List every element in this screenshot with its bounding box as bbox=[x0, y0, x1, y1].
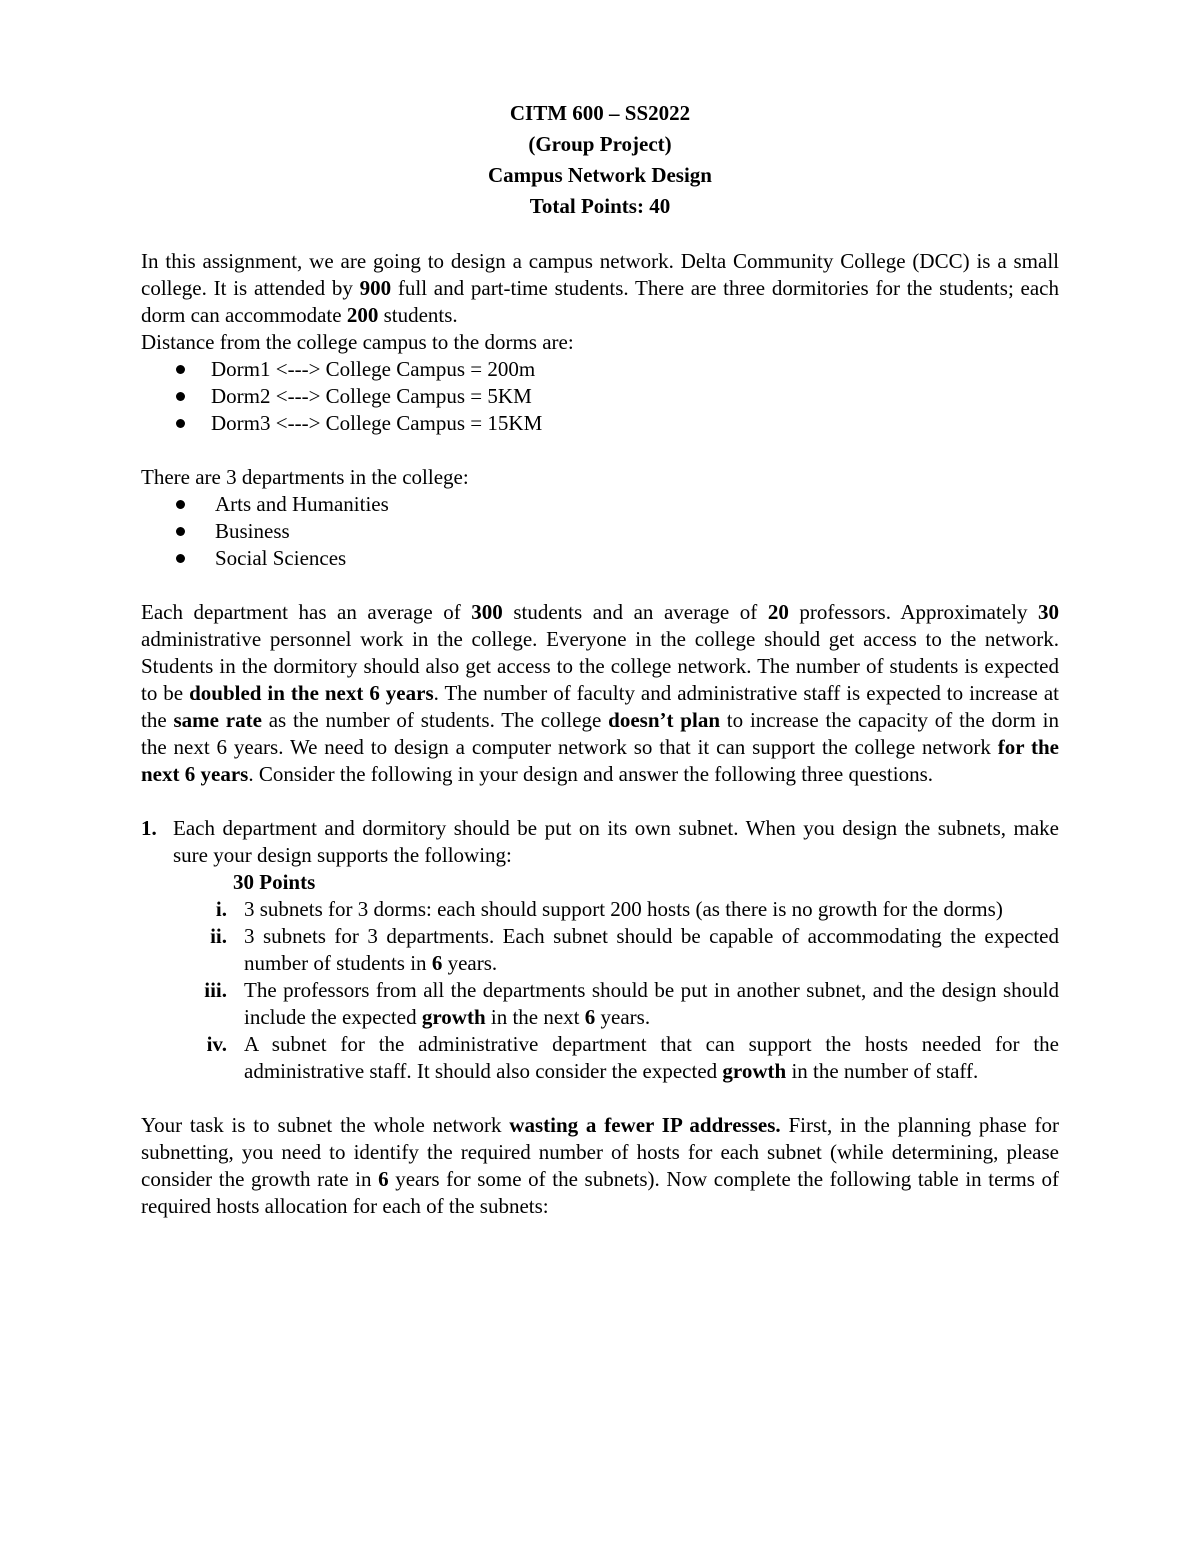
list-item: Dorm2 <---> College Campus = 5KM bbox=[141, 383, 1059, 410]
dorm-distance-list bbox=[141, 356, 1059, 437]
list-item: Business bbox=[141, 518, 1059, 545]
bullet-icon bbox=[176, 554, 185, 563]
list-item: Arts and Humanities bbox=[141, 491, 1059, 518]
subtask-i: i. 3 subnets for 3 dorms: each should support 200 hosts (as there is no growth for the dorms) bbox=[173, 896, 1059, 923]
course-title: CITM 600 – SS2022 bbox=[509, 101, 691, 125]
task-paragraph: Your task is to subnet the whole network wasting a fewer IP addresses. First, in the planning phase for subnetting, you need to identify the required number of hosts for each subnet (while determining, please consider the growth rate in 6 years for some of the subnets). Now complete the following table in terms of required hosts allocation for each of the subnets: bbox=[141, 1113, 1060, 1218]
subtask-ii: ii. 3 subnets for 3 departments. Each subnet should be capable of accommodating the expected number of students in 6 years. bbox=[173, 923, 1059, 977]
subtask-iv: iv. A subnet for the administrative department that can support the hosts needed for the administrative staff. It should also consider the expected growth in the number of staff. bbox=[173, 1031, 1059, 1085]
project-title: Campus Network Design bbox=[487, 163, 712, 187]
document-header bbox=[141, 98, 1059, 222]
question-number: 1. bbox=[141, 816, 157, 840]
bullet-icon bbox=[176, 365, 185, 374]
departments-intro: There are 3 departments in the college: bbox=[141, 465, 469, 489]
subtask-number: iv. bbox=[206, 1032, 227, 1056]
question-1 bbox=[141, 815, 1059, 1085]
bullet-icon bbox=[176, 419, 185, 428]
subtask-number: ii. bbox=[210, 924, 227, 948]
list-item: Dorm3 <---> College Campus = 15KM bbox=[141, 410, 1059, 437]
subtask-iii: iii. The professors from all the departments should be put in another subnet, and the design should include the expected growth in the next 6 years. bbox=[173, 977, 1059, 1031]
question-points: 30 Points bbox=[233, 870, 316, 894]
requirements-paragraph: Each department has an average of 300 students and an average of 20 professors. Approximately 30 administrative personnel work in the college. Everyone in the college should get access to the network. Students in the dormitory should also get access to the college network. The number of students is expected to be doubled in the next 6 years. The number of faculty and administrative staff is expected to increase at the same rate as the number of students. The college doesn’t plan to increase the capacity of the dorm in the next 6 years. We need to design a computer network so that it can support the college network for the next 6 years. Consider the following in your design and answer the following three questions. bbox=[141, 600, 1060, 786]
distance-intro: Distance from the college campus to the dorms are: bbox=[141, 330, 574, 354]
total-points: Total Points: 40 bbox=[529, 194, 671, 218]
project-type: (Group Project) bbox=[528, 132, 672, 156]
subtask-number: i. bbox=[215, 897, 227, 921]
intro-paragraph: In this assignment, we are going to design a campus network. Delta Community College (DCC) is a small college. It is attended by 900 full and part-time students. There are three dormitories for the students; each dorm can accommodate 200 students. bbox=[141, 249, 1059, 327]
list-item: Dorm1 <---> College Campus = 200m bbox=[141, 356, 1059, 383]
bullet-icon bbox=[176, 392, 185, 401]
document-content bbox=[141, 98, 1059, 1220]
subtask-number: iii. bbox=[204, 978, 227, 1002]
list-item: Social Sciences bbox=[141, 545, 1059, 572]
departments-list bbox=[141, 491, 1059, 572]
bullet-icon bbox=[176, 527, 185, 536]
question-text: Each department and dormitory should be put on its own subnet. When you design the subnets, make sure your design supports the following: bbox=[173, 816, 1059, 867]
bullet-icon bbox=[176, 500, 185, 509]
